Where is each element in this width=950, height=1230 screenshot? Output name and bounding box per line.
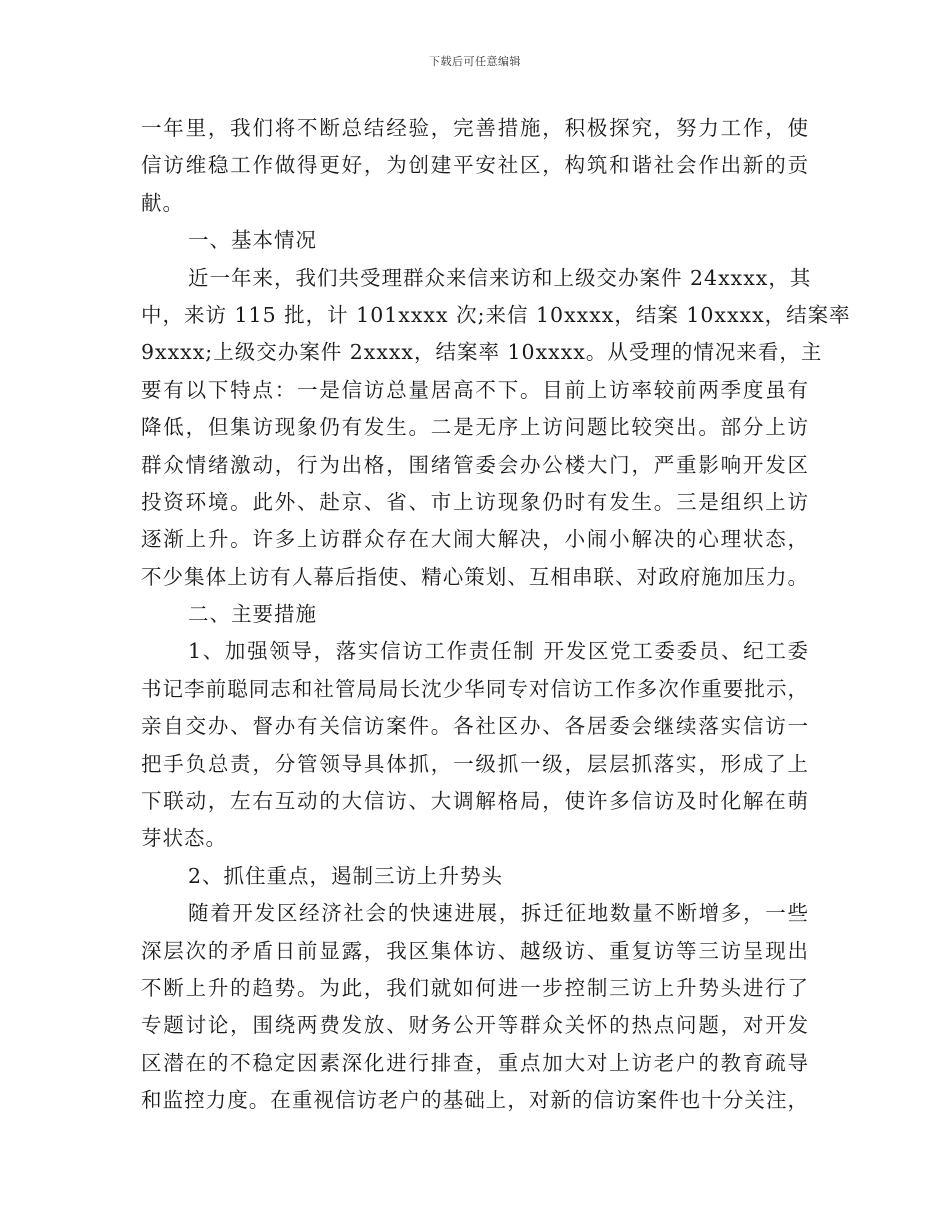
text-line: 要有以下特点：一是信访总量居高不下。目前上访率较前两季度虽有 [141, 377, 809, 402]
text-line: 不断上升的趋势。为此，我们就如何进一步控制三访上升势头进行了 [141, 975, 809, 1000]
text-line: 和监控力度。在重视信访老户的基础上，对新的信访案件也十分关注， [141, 1088, 809, 1113]
text-line: 1、加强领导，落实信访工作责任制 开发区党工委委员、纪工委 [188, 639, 809, 664]
text-line: 9xxxx;上级交办案件 2xxxx，结案率 10xxxx。从受理的情况来看，主 [141, 340, 823, 365]
text-line: 专题讨论，围绕两费发放、财务公开等群众关怀的热点问题，对开发 [141, 1013, 809, 1038]
text-line: 近一年来，我们共受理群众来信来访和上级交办案件 24xxxx，其 [188, 265, 812, 290]
text-line: 中，来访 115 批，计 101xxxx 次;来信 10xxxx，结案 10xxxx，结案率 [141, 302, 851, 327]
text-line: 逐渐上升。许多上访群众存在大闹大解决，小闹小解决的心理状态， [141, 527, 809, 552]
text-line: 不少集体上访有人幕后指使、精心策划、互相串联、对政府施加压力。 [141, 564, 809, 589]
text-line: 一、基本情况 [188, 228, 317, 253]
text-line: 献。 [141, 190, 184, 215]
text-line: 降低，但集访现象仍有发生。二是无序上访问题比较突出。部分上访 [141, 415, 809, 440]
text-line: 信访维稳工作做得更好，为创建平安社区，构筑和谐社会作出新的贡 [141, 153, 809, 178]
text-line: 下联动，左右互动的大信访、大调解格局，使许多信访及时化解在萌 [141, 789, 809, 814]
text-line: 书记李前聪同志和社管局局长沈少华同专对信访工作多次作重要批示， [141, 676, 809, 701]
text-line: 把手负总责，分管领导具体抓，一级抓一级，层层抓落实，形成了上 [141, 751, 809, 776]
text-line: 2、抓住重点，遏制三访上升势头 [188, 863, 504, 888]
text-line: 芽状态。 [141, 826, 227, 851]
text-line: 群众情绪激动，行为出格，围绪管委会办公楼大门，严重影响开发区 [141, 452, 809, 477]
text-line: 区潜在的不稳定因素深化进行排查，重点加大对上访老户的教育疏导 [141, 1050, 809, 1075]
page-header: 下载后可任意编辑 [429, 55, 521, 68]
text-line: 深层次的矛盾日前显露，我区集体访、越级访、重复访等三访呈现出 [141, 938, 809, 963]
text-line: 投资环境。此外、赴京、省、市上访现象仍时有发生。三是组织上访 [141, 489, 809, 514]
text-line: 随着开发区经济社会的快速进展，拆迁征地数量不断增多，一些 [188, 901, 809, 926]
text-line: 一年里，我们将不断总结经验，完善措施，积极探究，努力工作，使 [141, 116, 809, 140]
document-body [141, 110, 851, 1120]
text-line: 亲自交办、督办有关信访案件。各社区办、各居委会继续落实信访一 [141, 714, 809, 739]
text-line: 二、主要措施 [188, 602, 317, 627]
